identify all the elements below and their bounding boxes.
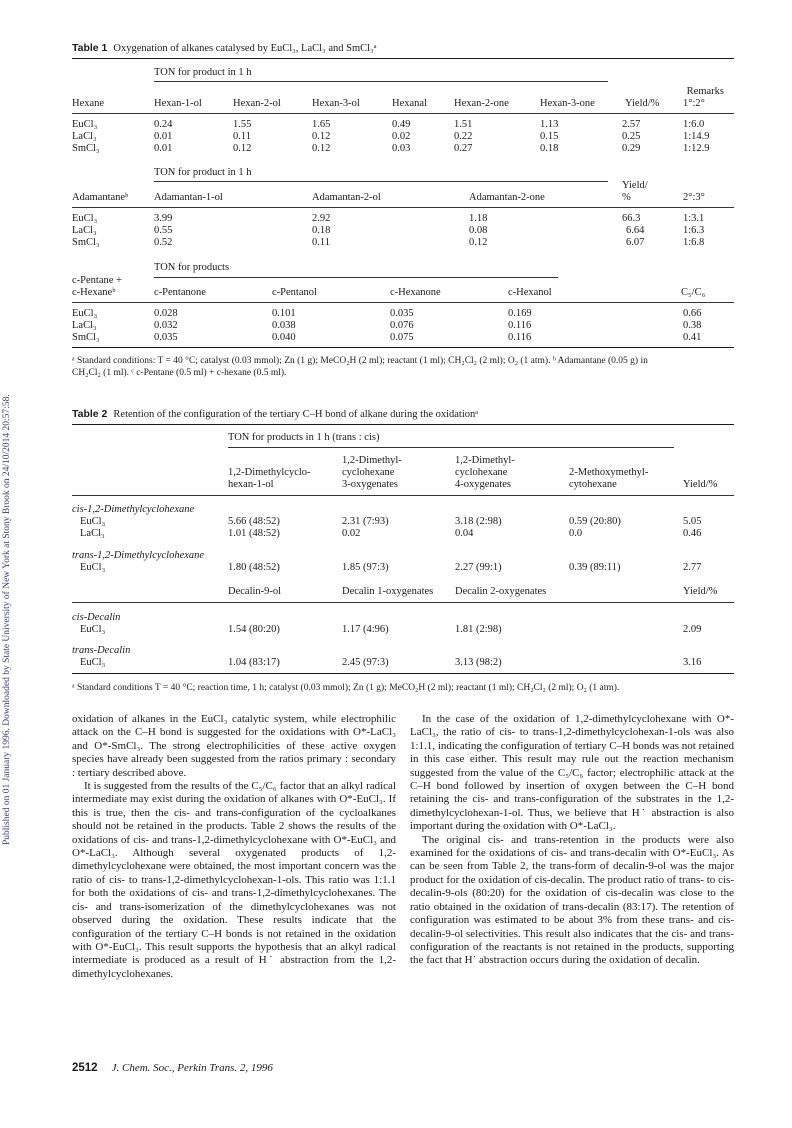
t1s1-cell: 1.55 — [233, 119, 252, 130]
t1s1-cell: 0.12 — [312, 143, 331, 154]
t1s1-col-header: Hexan-3-ol — [312, 98, 360, 109]
t1s2-remarks: 1:3.1 — [683, 213, 705, 224]
t2-decalin-rule — [72, 602, 734, 603]
t1s1-row-header: Hexane — [72, 98, 105, 109]
t2-yield: 3.16 — [683, 657, 702, 668]
t2-head-rule — [72, 495, 734, 496]
table1-footnote — [72, 355, 734, 379]
t1s2-remarks: 1:6.8 — [683, 237, 705, 248]
t1s2-ton-rule — [154, 181, 608, 182]
table1-bottom-rule — [72, 347, 734, 348]
page-footer — [72, 1062, 273, 1074]
t1s3-cell: 0.040 — [272, 332, 296, 343]
t2-col-header: 1,2-Dimethylcyclo- — [228, 467, 311, 478]
t1s3-row-header: c-Pentane + — [72, 275, 122, 286]
t2-col-header: 4-oxygenates — [455, 479, 511, 490]
t1s3-cell: 0.101 — [272, 308, 296, 319]
t1s3-col-header: c-Hexanol — [508, 287, 552, 298]
t1s3-cell: 0.038 — [272, 320, 296, 331]
table2-top-rule — [72, 424, 734, 425]
t1s1-remarks: 1:12.9 — [683, 143, 710, 154]
t1s3-col-header: c-Pentanol — [272, 287, 317, 298]
table2-bottom-rule — [72, 673, 734, 674]
t1s1-yield: 2.57 — [622, 119, 641, 130]
t2-cell: 0.59 (20:80) — [569, 516, 621, 527]
t1s1-row-name: SmCl₃ — [72, 143, 100, 154]
t1s1-remarks-header: Remarks — [686, 86, 724, 97]
paragraph: oxidation of alkanes in the EuCl₃ catalytic system, while electrophilic attack on the C–H bond is suggested for the oxidations with O*-LaCl₃ and O*-SmCl₃. The strong electrophilicities of these active oxygen species have already been suggested from the ratios primary : secondary : tertiary described above. — [72, 713, 396, 779]
t1s3-cell: 0.028 — [154, 308, 178, 319]
t2-row-name: EuCl₃ — [80, 657, 106, 668]
t1s1-col-header: Hexanal — [392, 98, 427, 109]
paragraph: In the case of the oxidation of 1,2-dimethylcyclohexane with O*-LaCl₃, the ratio of cis- to trans-1,2-dimethylcyclohexan-1-ols was also 1:1.1, indicating the configuration of tertiary C–H bonds was not retained in this case either. This result may rule out the reaction mechanism suggested from the value of the C₅/C₆ factor; electrophilic attack at the C–H bond followed by insertion of oxygen between the C–H bond retaining the cis- and trans-configuration of the substrates in the 1,2-dimethylcyclohexan-1-ol. Thus, we believe that H˙ abstraction is also important during the oxidation with O*-LaCl₃. — [410, 713, 734, 833]
t2-yield: 2.77 — [683, 562, 702, 573]
t1s1-remarks: 1:14.9 — [683, 131, 710, 142]
t1s1-col-header: Hexan-2-ol — [233, 98, 281, 109]
t1s1-cell: 0.18 — [540, 143, 559, 154]
t2-cell: 0.04 — [455, 528, 474, 539]
t1s2-yield: 6.07 — [626, 237, 645, 248]
t1s1-cell: 1.13 — [540, 119, 559, 130]
t1s1-col-header: Hexan-2-one — [454, 98, 509, 109]
t1s1-cell: 0.01 — [154, 143, 173, 154]
t1s1-cell: 0.03 — [392, 143, 411, 154]
t1s1-head-rule — [72, 113, 734, 114]
t1s1-remarks-sub: 1°:2° — [683, 98, 705, 109]
t1s1-cell: 0.02 — [392, 131, 411, 142]
t1s1-cell: 0.27 — [454, 143, 473, 154]
t1s3-cell: 0.035 — [154, 332, 178, 343]
t2-decalin-col-header: Decalin 1-oxygenates — [342, 586, 434, 597]
t1s2-remarks-header: 2°:3° — [683, 192, 705, 203]
t1s3-ratio: 0.66 — [683, 308, 702, 319]
table1-footnote-line: ᵃ Standard conditions: T = 40 °C; catalyst (0.03 mmol); Zn (1 g); MeCO₂H (2 ml); reactant (1 ml); CH₂Cl₂ (2 ml); O₂ (1 atm). ᵇ Adamantane (0.05 g) in — [72, 356, 648, 366]
t2-col-header: cyclohexane — [455, 467, 508, 478]
t1s2-cell: 2.92 — [312, 213, 331, 224]
t1s2-row-header: Adamantaneᵇ — [72, 192, 129, 203]
t2-yield: 0.46 — [683, 528, 702, 539]
t2-cell: 1.80 (48:52) — [228, 562, 280, 573]
t1s3-ton-header: TON for products — [154, 262, 230, 273]
t1s3-ratio-header: C₅/C₆ — [681, 287, 706, 298]
t1s1-cell: 0.12 — [233, 143, 252, 154]
body-right-column — [410, 713, 734, 968]
t2-group-title: trans-1,2-Dimethylcyclohexane — [72, 550, 205, 561]
paragraph: The original cis- and trans-retention in the products were also examined for the oxidations of cis- and trans-decalin with O*-EuCl₃. As can be seen from Table 2, the trans-form of decalin-9-ol was the major product for the oxidation of cis-decalin. The product ratio of trans- to cis-decalin-9-ols (80:20) for the oxidation of cis-decalin was close to the ratio obtained in the oxidation of trans-decalin (83:17). The retention of configuration was estimated to be about 3% from these trans- and cis-decalin-9-ol selectivities. This result also indicates that the cis- and trans-configuration of the reactants is not retained in the products, supporting the fact that H˙ abstraction occurs during the oxidation of decalin. — [410, 833, 734, 967]
table2-caption: Table 2 Retention of the configuration of the tertiary C–H bond of alkane during the oxidationᵃ — [72, 408, 479, 420]
t1s1-cell: 1.65 — [312, 119, 331, 130]
t2-cell: 2.45 (97:3) — [342, 657, 389, 668]
t2-col-header: hexan-1-ol — [228, 479, 274, 490]
t1s2-ton-header: TON for product in 1 h — [154, 167, 252, 178]
t2-decalin-col-header: Decalin-9-ol — [228, 586, 282, 597]
t1s3-col-header: c-Pentanone — [154, 287, 206, 298]
t1s3-cell: 0.076 — [390, 320, 414, 331]
t1s2-row-name: SmCl₃ — [72, 237, 100, 248]
t1s2-yield: 6.64 — [626, 225, 645, 236]
t2-cell: 1.17 (4:96) — [342, 624, 389, 635]
t1s1-cell: 1.51 — [454, 119, 473, 130]
t2-col-header: 1,2-Dimethyl- — [342, 455, 402, 466]
page-number: 2512 — [72, 1062, 98, 1074]
t1s3-row-name: LaCl₃ — [72, 320, 97, 331]
body-left-column — [72, 713, 396, 981]
t1s2-row-name: LaCl₃ — [72, 225, 97, 236]
t2-col-header: 3-oxygenates — [342, 479, 398, 490]
t1s2-cell: 3.99 — [154, 213, 173, 224]
t1s2-remarks: 1:6.3 — [683, 225, 705, 236]
t1s2-cell: 0.52 — [154, 237, 173, 248]
t1s1-cell: 0.24 — [154, 119, 173, 130]
t2-col-header: cytohexane — [569, 479, 617, 490]
t1s3-ton-rule — [154, 277, 558, 278]
t1s2-yield-header-unit: % — [622, 192, 631, 203]
t1s1-col-header: Hexan-3-one — [540, 98, 595, 109]
t1s3-ratio: 0.41 — [683, 332, 702, 343]
t1s2-cell: 0.11 — [312, 237, 330, 248]
t2-row-name: EuCl₃ — [80, 516, 106, 527]
t2-cell: 1.81 (2:98) — [455, 624, 502, 635]
t1s1-remarks: 1:6.0 — [683, 119, 705, 130]
t1s1-cell: 0.15 — [540, 131, 559, 142]
t1s3-col-header: c-Hexanone — [390, 287, 441, 298]
t1s3-row-name: SmCl₃ — [72, 332, 100, 343]
t2-yield: 2.09 — [683, 624, 702, 635]
table1-footnote-line: CH₂Cl₂ (1 ml). ᶜ c-Pentane (0.5 ml) + c-hexane (0.5 ml). — [72, 368, 287, 378]
t2-decalin-yield-header: Yield/% — [683, 586, 718, 597]
t1s1-cell: 0.49 — [392, 119, 411, 130]
t2-yield: 5.05 — [683, 516, 702, 527]
table1-caption: Table 1 Oxygenation of alkanes catalysed by EuCl₃, LaCl₃ and SmCl₃ᵃ — [72, 42, 377, 54]
t1s2-cell: 0.18 — [312, 225, 331, 236]
t2-cell: 3.13 (98:2) — [455, 657, 502, 668]
t2-yield-header: Yield/% — [683, 479, 718, 490]
t2-cell: 5.66 (48:52) — [228, 516, 280, 527]
t1s3-cell: 0.035 — [390, 308, 414, 319]
t2-cell: 1.04 (83:17) — [228, 657, 280, 668]
t1s3-row-header-2: c-Hexaneᵇ — [72, 287, 116, 298]
t2-decalin-col-header: Decalin 2-oxygenates — [455, 586, 547, 597]
download-notice: Published on 01 January 1996. Downloaded by State University of New York at Stony Brook on 24/10/2014 20:57:58. — [2, 394, 12, 846]
t2-cell: 0.0 — [569, 528, 583, 539]
t2-group-title: trans-Decalin — [72, 645, 131, 656]
t1s2-cell: 1.18 — [469, 213, 488, 224]
t1s3-cell: 0.116 — [508, 320, 532, 331]
t1s3-cell: 0.169 — [508, 308, 532, 319]
t1s3-row-name: EuCl₃ — [72, 308, 98, 319]
t2-col-header: 2-Methoxymethyl- — [569, 467, 649, 478]
t2-group-title: cis-1,2-Dimethylcyclohexane — [72, 504, 195, 515]
t2-cell: 0.39 (89:11) — [569, 562, 621, 573]
t2-cell: 0.02 — [342, 528, 361, 539]
t2-ton-rule — [228, 447, 674, 448]
t1s1-cell: 0.01 — [154, 131, 173, 142]
t1s2-cell: 0.55 — [154, 225, 173, 236]
t1s1-yield: 0.29 — [622, 143, 641, 154]
t2-cell: 1.54 (80:20) — [228, 624, 280, 635]
t2-row-name: EuCl₃ — [80, 562, 106, 573]
t1s2-col-header: Adamantan-2-one — [469, 192, 545, 203]
t2-row-name: LaCl₃ — [80, 528, 105, 539]
t1s1-cell: 0.22 — [454, 131, 473, 142]
t1s1-cell: 0.12 — [312, 131, 331, 142]
t1s2-row-name: EuCl₃ — [72, 213, 98, 224]
t1s3-cell: 0.116 — [508, 332, 532, 343]
t1s2-cell: 0.08 — [469, 225, 488, 236]
table2-footnote: ᵃ Standard conditions T = 40 °C; reaction time, 1 h; catalyst (0.03 mmol); Zn (1 g); MeCO₂H (2 ml); reactant (1 ml); CH₂Cl₂ (2 ml); O₂ (1 atm). — [72, 683, 620, 693]
t1s1-row-name: EuCl₃ — [72, 119, 98, 130]
t1s1-ton-rule — [154, 81, 608, 82]
t2-ton-header: TON for products in 1 h (trans : cis) — [228, 432, 380, 443]
t2-cell: 3.18 (2:98) — [455, 516, 502, 527]
t2-cell: 2.31 (7:93) — [342, 516, 389, 527]
t1s3-ratio: 0.38 — [683, 320, 702, 331]
paragraph: It is suggested from the results of the C₅/C₆ factor that an alkyl radical intermediate may exist during the oxidation of alkanes with O*-EuCl₃. If this is true, then the cis- and trans-configuration of the cycloalkanes should not be retained in the products. Table 2 shows the results of the oxidations of cis- and trans-1,2-dimethylcyclohexane with O*-EuCl₃ and O*-LaCl₃. Although several oxygenated products of 1,2-dimethylcyclohexane were obtained, the most important concern was the ratio of cis- to trans-1,2-dimethylcyclohexan-1-ols. This ratio was 1:1.1 for both the oxidations of cis- and trans-1,2-dimethylcyclohexanes. The cis- and trans-isomerization of the dimethylcyclohexanes was not observed during the oxidation. These results indicate that the configuration of the tertiary C–H bonds is not retained in the oxidation with O*-EuCl₃. This result supports the hypothesis that an alkyl radical intermediate is produced as a result of H˙ abstraction from the 1,2-dimethylcyclohexanes. — [72, 780, 396, 980]
t1s3-head-rule — [72, 302, 734, 303]
t1s2-yield-header: Yield/ — [622, 180, 648, 191]
t1s2-col-header: Adamantan-2-ol — [312, 192, 381, 203]
t1s2-cell: 0.12 — [469, 237, 488, 248]
t1s1-yield: 0.25 — [622, 131, 641, 142]
journal-name: J. Chem. Soc., Perkin Trans. 2, 1996 — [111, 1062, 273, 1074]
t2-cell: 1.01 (48:52) — [228, 528, 280, 539]
t2-row-name: EuCl₃ — [80, 624, 106, 635]
t1s1-row-name: LaCl₃ — [72, 131, 97, 142]
t2-col-header: cyclohexane — [342, 467, 395, 478]
t1s2-yield: 66.3 — [622, 213, 641, 224]
t1s3-cell: 0.075 — [390, 332, 414, 343]
t1s1-yield-header: Yield/% — [625, 98, 660, 109]
t1s2-head-rule — [72, 207, 734, 208]
t1s3-cell: 0.032 — [154, 320, 178, 331]
t1s1-ton-header: TON for product in 1 h — [154, 67, 252, 78]
t1s2-col-header: Adamantan-1-ol — [154, 192, 223, 203]
t2-cell: 2.27 (99:1) — [455, 562, 502, 573]
table1-top-rule — [72, 58, 734, 59]
t1s1-cell: 0.11 — [233, 131, 251, 142]
t2-cell: 1.85 (97:3) — [342, 562, 389, 573]
t2-group-title: cis-Decalin — [72, 612, 121, 623]
t2-col-header: 1,2-Dimethyl- — [455, 455, 515, 466]
t1s1-col-header: Hexan-1-ol — [154, 98, 202, 109]
